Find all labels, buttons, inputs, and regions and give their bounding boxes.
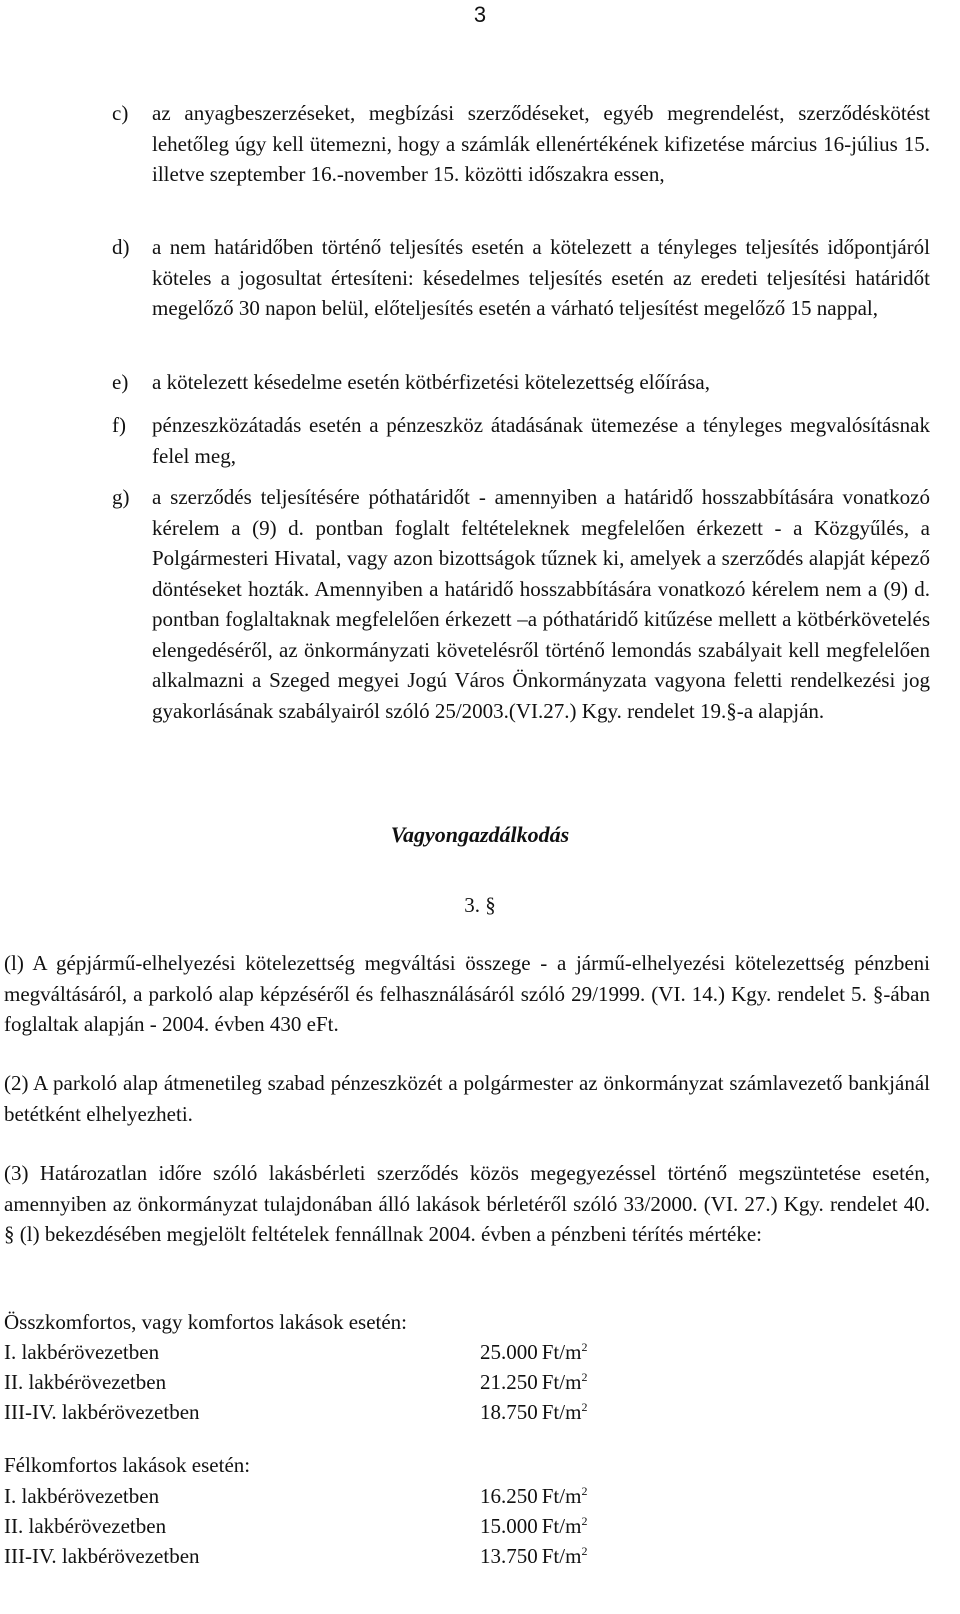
rate-amount [480,1370,587,1395]
rate-row [4,1370,644,1400]
rate-unit-exponent: 2 [581,1370,588,1384]
rate-value: 15.000 [480,1514,538,1538]
rate-row [4,1340,644,1370]
rate-value: 21.250 [480,1370,538,1394]
list-item-c [112,98,930,190]
list-item-g [112,482,930,726]
rate-amount [480,1544,587,1569]
page-number: 3 [473,2,487,27]
rate-zone: III-IV. lakbérövezetben [4,1544,200,1568]
rate-amount [480,1484,587,1509]
rate-value: 16.250 [480,1484,538,1508]
rate-zone: II. lakbérövezetben [4,1370,167,1394]
list-marker: e) [112,370,129,394]
rate-row [4,1514,644,1544]
section-heading: Vagyongazdálkodás [390,822,570,847]
rate-unit: Ft/m [541,1400,582,1424]
list-item-text: az anyagbeszerzéseket, megbízási szerződéseket, egyéb megrendelést, szerződéskötést lehetőleg úgy kell ütemezni, hogy a számlák ellenértékének kifizetése március 16-július 15. illetve szeptember 16.-november 15. közötti időszakra essen, [152,101,930,186]
rate-unit: Ft/m [541,1370,582,1394]
rate-row [4,1400,644,1430]
rate-zone: III-IV. lakbérövezetben [4,1400,200,1424]
paragraph-3: (3) Határozatlan időre szóló lakásbérleti szerződés közös megegyezéssel történő megszüntetése esetén, amennyiben az önkormányzat tulajdonában álló lakások bérletéről szóló 33/2000. (VI. 27.) Kgy. rendelet 40. § (l) bekezdésében megjelölt feltételek fennállnak 2004. évben a pénzbeni térítés mértéke: [4,1161,930,1246]
rate-amount [480,1340,587,1365]
rate-zone: I. lakbérövezetben [4,1340,160,1364]
rate-group-title: Félkomfortos lakások esetén: [4,1453,251,1477]
list-item-f [112,410,930,471]
rate-value: 25.000 [480,1340,538,1364]
list-marker: g) [112,485,130,509]
list-item-text: a nem határidőben történő teljesítés esetén a kötelezett a tényleges teljesítés időpontjáról köteles a jogosultat értesíteni: késedelmes teljesítés esetén az eredeti teljesítési határidőt megelőző 30 napon belül, előteljesítés esetén a várható teljesítést megelőző 15 nappal, [152,235,930,320]
list-marker: f) [112,413,126,437]
rate-unit: Ft/m [541,1340,582,1364]
rate-unit: Ft/m [541,1484,582,1508]
paragraph-1: (l) A gépjármű-elhelyezési kötelezettség megváltási összege - a jármű-elhelyezési kötelezettség pénzbeni megváltásáról, a parkoló alap képzéséről és felhasználásáról szóló 29/1999. (VI. 14.) Kgy. rendelet 5. §-ában foglaltak alapján - 2004. évben 430 eFt. [4,951,930,1036]
rate-zone: I. lakbérövezetben [4,1484,160,1508]
list-marker: c) [112,101,129,125]
rate-unit-exponent: 2 [581,1544,588,1558]
rate-amount [480,1400,587,1425]
rate-unit: Ft/m [541,1514,582,1538]
list-item-d [112,232,930,324]
rate-unit-exponent: 2 [581,1484,588,1498]
list-marker: d) [112,235,130,259]
rate-amount [480,1514,587,1539]
rate-row [4,1544,644,1574]
rate-value: 18.750 [480,1400,538,1424]
list-item-text: pénzeszközátadás esetén a pénzeszköz átadásának ütemezése a tényleges megvalósításnak felel meg, [152,413,930,468]
rate-row [4,1484,644,1514]
rate-zone: II. lakbérövezetben [4,1514,167,1538]
rate-unit-exponent: 2 [581,1400,588,1414]
rate-value: 13.750 [480,1544,538,1568]
rate-group-title: Összkomfortos, vagy komfortos lakások esetén: [4,1310,408,1334]
list-item-text: a szerződés teljesítésére póthatáridőt - amennyiben a határidő hosszabbítására vonatkozó kérelem a (9) d. pontban foglalt feltételeknek megfelelően érkezett - a Közgyűlés, a Polgármesteri Hivatal, vagy azon bizottságok tűznek ki, amelyek a szerződés alapját képező döntéseket hozták. Amennyiben a határidő hosszabbítására vonatkozó kérelem nem a (9) d. pontban foglaltaknak megfelelően érkezett –a póthatáridő kitűzése mellett a kötbérkövetelés elengedéséről, az önkormányzati követelésről történő lemondás szabályait kell megfelelően alkalmazni a Szeged megyei Jogú Város Önkormányzata vagyona feletti rendelkezési jog gyakorlásának szabályairól szóló 25/2003.(VI.27.) Kgy. rendelet 19.§-a alapján. [152,485,930,723]
rate-unit: Ft/m [541,1544,582,1568]
rate-unit-exponent: 2 [581,1340,588,1354]
list-item-e [112,367,930,398]
section-number: 3. § [464,893,496,917]
rate-unit-exponent: 2 [581,1514,588,1528]
list-item-text: a kötelezett késedelme esetén kötbérfizetési kötelezettség előírása, [152,370,710,394]
paragraph-2: (2) A parkoló alap átmenetileg szabad pénzeszközét a polgármester az önkormányzat számlavezető bankjánál betétként elhelyezheti. [4,1071,930,1126]
